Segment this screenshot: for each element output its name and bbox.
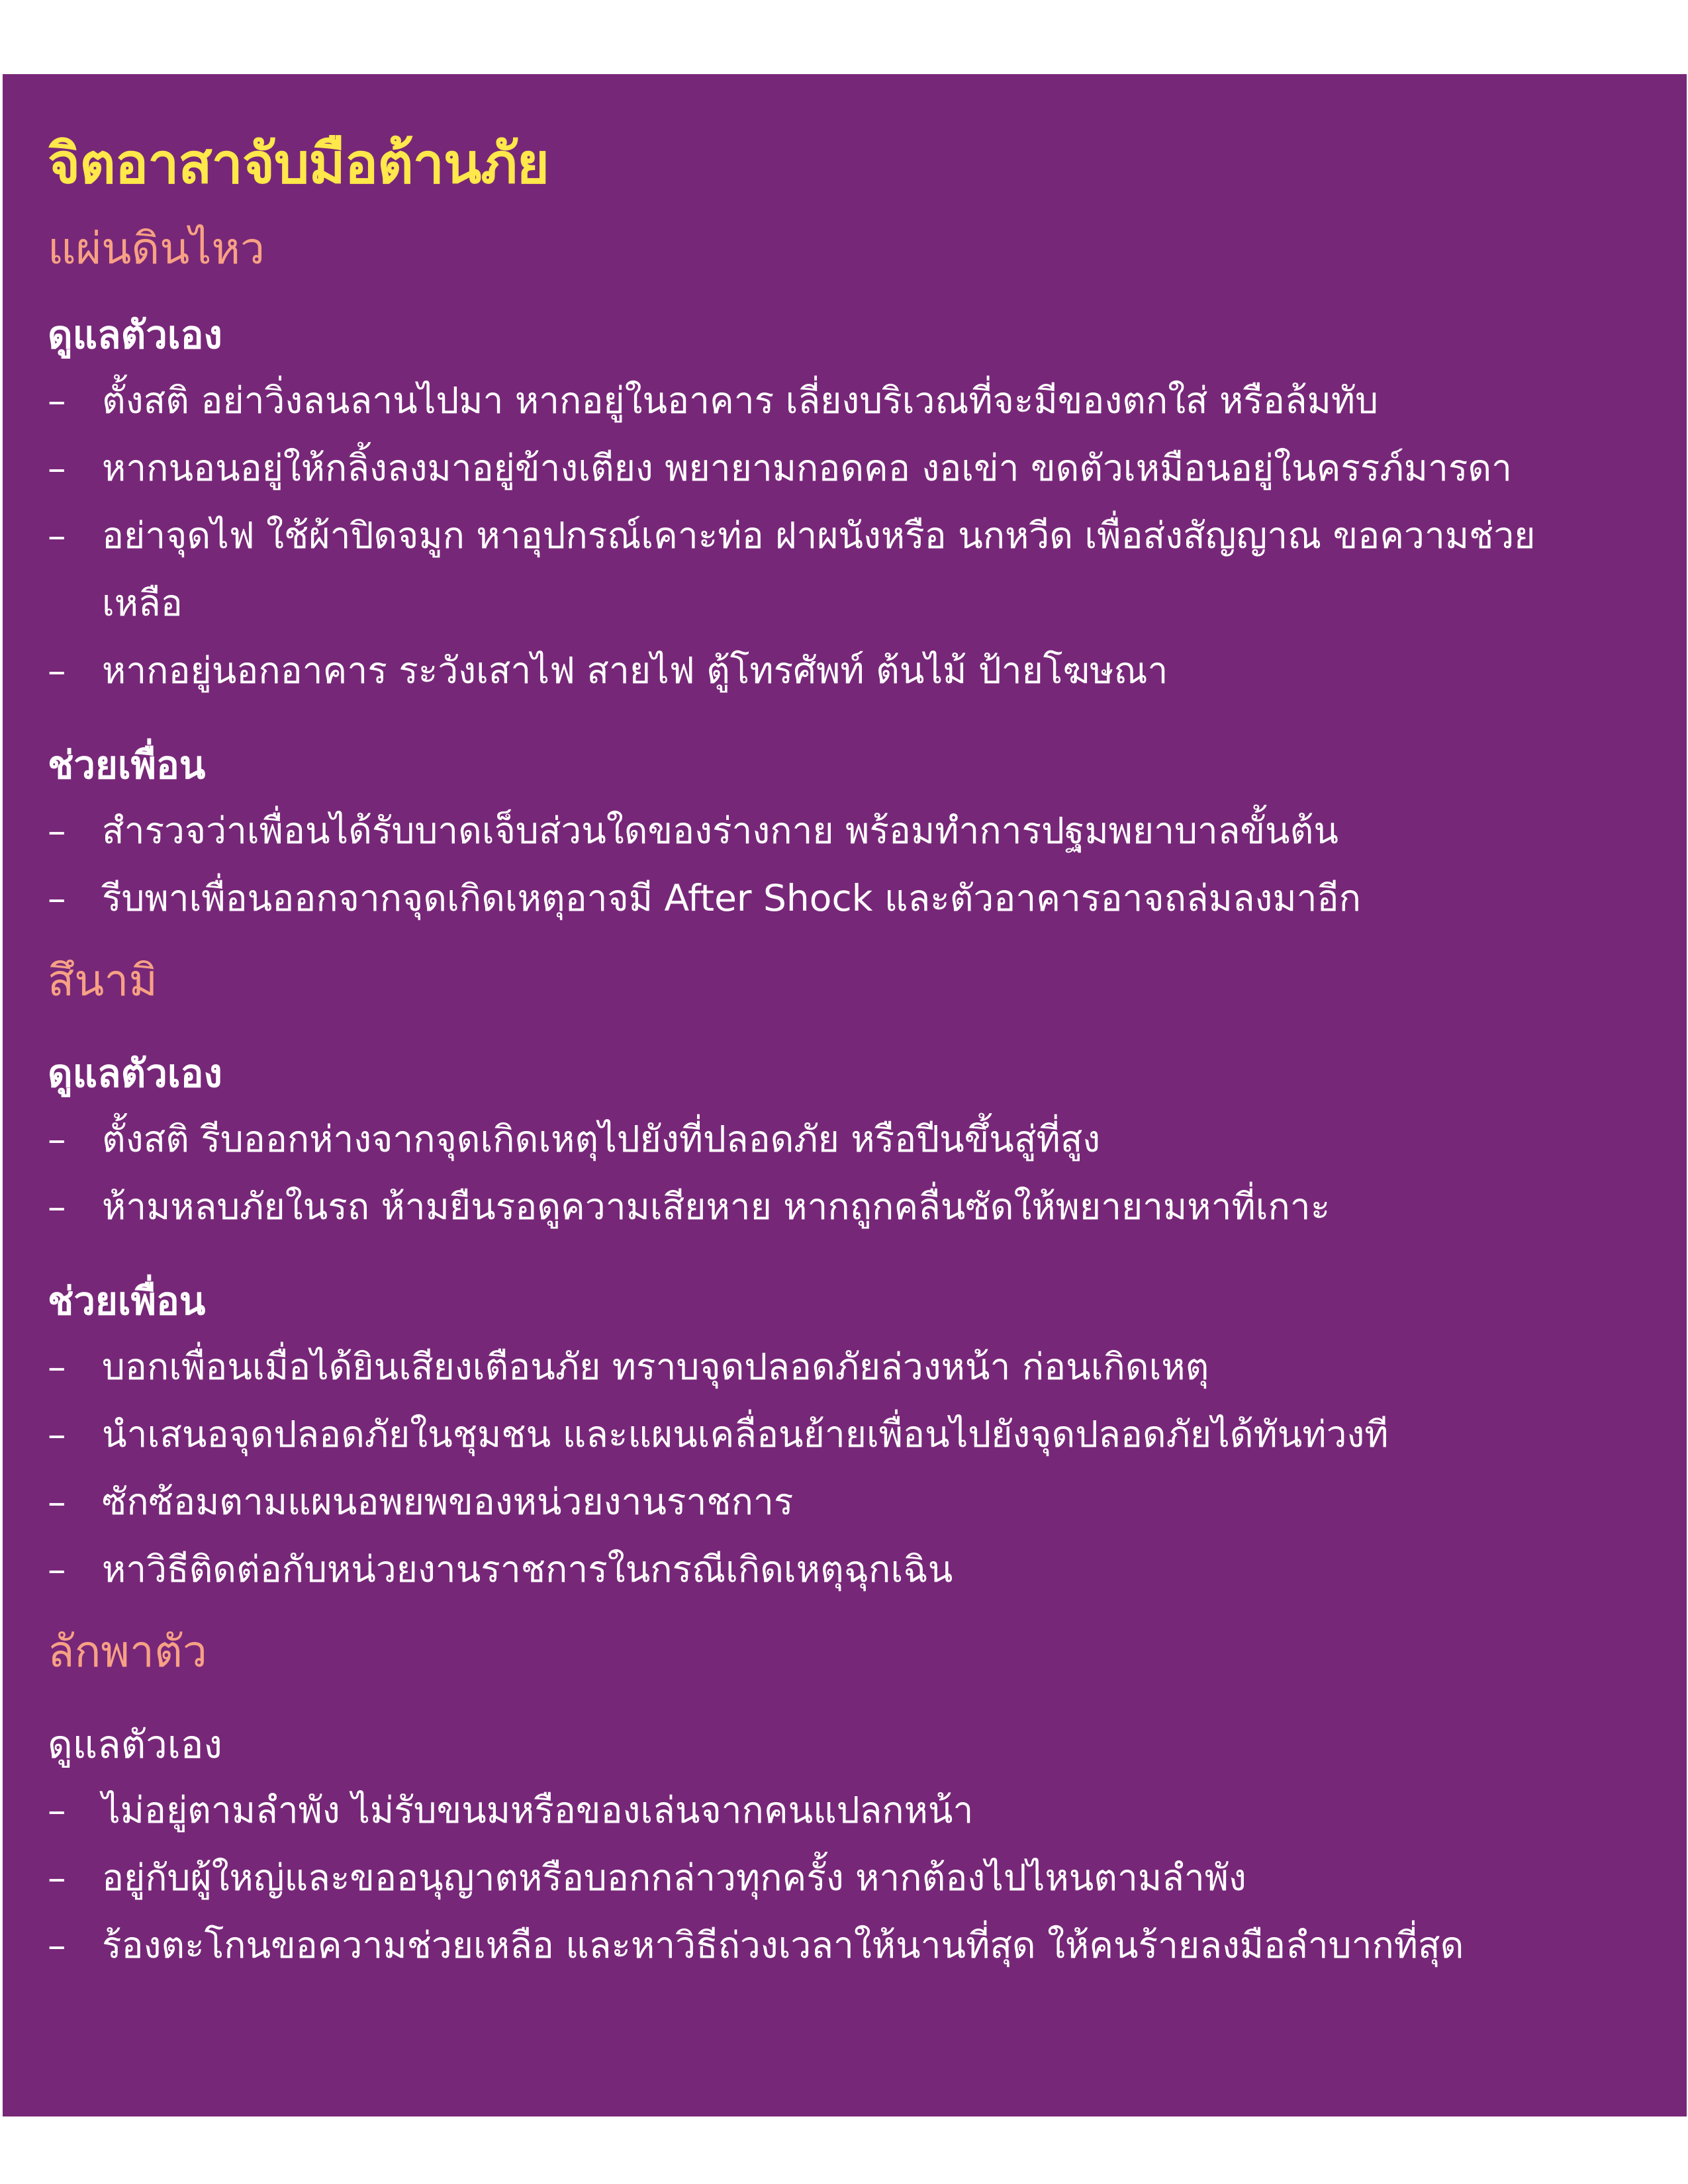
bullet-dash: – [48,877,66,919]
list-item-text: อย่าจุดไฟ ใช้ผ้าปิดจมูก หาอุปกรณ์เคาะท่อ ฝาผนังหรือ นกหวีด เพื่อส่งสัญญาณ ขอความช่วยเหลือ [102,514,1536,624]
list-item [48,434,1687,502]
bullet-dash: – [48,1185,66,1228]
group-heading-self-care: ดูแลตัวเอง [48,1722,222,1767]
section-earthquake [48,217,1687,932]
bullet-dash: – [48,1480,66,1523]
group-heading-self-care: ดูแลตัวเอง [48,1051,222,1096]
list-item-text: ไม่อยู่ตามลำพัง ไม่รับขนมหรือของเล่นจากคนแปลกหน้า [102,1789,974,1831]
list-item-text: รีบพาเพื่อนออกจากจุดเกิดเหตุอาจมี After Shock และตัวอาคารอาจถล่มลงมาอีก [102,877,1361,919]
section-heading: ลักพาตัว [48,1626,207,1677]
bullet-dash: – [48,1856,66,1899]
list-item-text: นำเสนอจุดปลอดภัยในชุมชน และแผนเคลื่อนย้ายเพื่อนไปยังจุดปลอดภัยได้ทันท่วงที [102,1413,1389,1455]
list-item [48,1468,1687,1535]
section-heading: สึนามิ [48,955,158,1006]
bullet-dash: – [48,809,66,852]
bullet-dash: – [48,379,66,422]
bullet-dash: – [48,1789,66,1831]
list-item-text: หากนอนอยู่ให้กลิ้งลงมาอยู่ข้างเตียง พยายามกอดคอ งอเข่า ขดตัวเหมือนอยู่ในครรภ์มารดา [102,447,1512,489]
group-heading-help-friends: ช่วยเพื่อน [48,743,206,788]
list-item-text: ตั้งสติ รีบออกห่างจากจุดเกิดเหตุไปยังที่ปลอดภัย หรือปีนขึ้นสู่ที่สูง [102,1118,1101,1160]
list-item [48,797,1687,864]
list-item [48,864,1687,932]
page-title: จิตอาสาจับมือต้านภัย [48,131,549,196]
bullet-dash: – [48,649,66,692]
list-item-text: หากอยู่นอกอาคาร ระวังเสาไฟ สายไฟ ตู้โทรศัพท์ ต้นไม้ ป้ายโฆษณา [102,649,1168,692]
list-item-text: ร้องตะโกนขอความช่วยเหลือ และหาวิธีถ่วงเวลาให้นานที่สุด ให้คนร้ายลงมือลำบากที่สุด [102,1924,1464,1966]
bullet-list [48,1776,1687,1979]
bullet-dash: – [48,447,66,489]
bullet-list [48,1333,1687,1603]
content-panel [3,74,1687,2116]
bullet-list [48,1105,1687,1240]
section-kidnapping [48,1620,1687,1979]
bullet-dash: – [48,1924,66,1966]
bullet-dash: – [48,1413,66,1455]
list-item-text: ซักซ้อมตามแผนอพยพของหน่วยงานราชการ [102,1480,794,1523]
bullet-list [48,367,1687,704]
list-item [48,367,1687,434]
bullet-dash: – [48,1118,66,1160]
group-heading-help-friends: ช่วยเพื่อน [48,1279,206,1324]
list-item-text: หาวิธีติดต่อกับหน่วยงานราชการในกรณีเกิดเหตุฉุกเฉิน [102,1548,953,1590]
list-item [48,1911,1687,1979]
list-item [48,637,1687,704]
list-item-text: บอกเพื่อนเมื่อได้ยินเสียงเตือนภัย ทราบจุดปลอดภัยล่วงหน้า ก่อนเกิดเหตุ [102,1345,1209,1388]
group-heading-self-care: ดูแลตัวเอง [48,312,222,357]
list-item [48,1105,1687,1173]
bullet-list [48,797,1687,932]
list-item [48,1173,1687,1240]
list-item [48,502,1558,637]
list-item [48,1535,1687,1603]
bullet-dash: – [48,1345,66,1388]
list-item-text: สำรวจว่าเพื่อนได้รับบาดเจ็บส่วนใดของร่างกาย พร้อมทำการปฐมพยาบาลขั้นต้น [102,809,1338,852]
section-heading: แผ่นดินไหว [48,223,265,274]
list-item [48,1400,1687,1468]
list-item [48,1333,1687,1400]
list-item [48,1844,1687,1911]
list-item-text: ตั้งสติ อย่าวิ่งลนลานไปมา หากอยู่ในอาคาร เลี่ยงบริเวณที่จะมีของตกใส่ หรือล้มทับ [102,379,1379,422]
list-item-text: อยู่กับผู้ใหญ่และขออนุญาตหรือบอกกล่าวทุกครั้ง หากต้องไปไหนตามลำพัง [102,1856,1246,1899]
bullet-dash: – [48,514,66,557]
bullet-dash: – [48,1548,66,1590]
section-tsunami [48,949,1687,1603]
list-item [48,1776,1687,1844]
list-item-text: ห้ามหลบภัยในรถ ห้ามยืนรอดูความเสียหาย หากถูกคลื่นซัดให้พยายามหาที่เกาะ [102,1185,1331,1228]
